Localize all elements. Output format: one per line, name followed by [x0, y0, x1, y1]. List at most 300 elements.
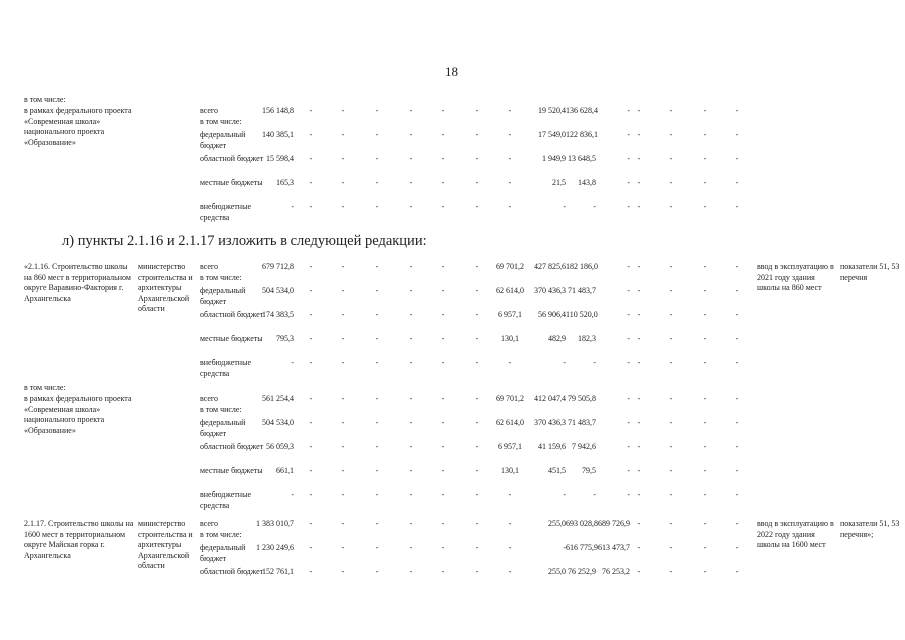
- table-cell: -: [735, 202, 739, 211]
- table-cell: -: [409, 310, 413, 319]
- expected-result: ввод в эксплуатацию в 2021 году здания школы на 860 мест: [757, 262, 834, 292]
- table-cell: -: [735, 334, 739, 343]
- table-cell: -: [375, 130, 379, 139]
- table-row: [0, 394, 905, 418]
- table-cell: -: [563, 358, 566, 367]
- table-cell: -: [309, 442, 313, 451]
- table-cell: -: [627, 202, 630, 211]
- table-cell: -: [309, 334, 313, 343]
- table-cell: -: [593, 202, 596, 211]
- table-cell: -: [291, 358, 294, 367]
- table-row: [0, 178, 905, 202]
- table-cell: -: [441, 334, 445, 343]
- table-cell: -: [669, 543, 673, 552]
- table-cell: -: [309, 418, 313, 427]
- table-cell: -: [475, 154, 479, 163]
- table-cell: 122 836,1: [566, 130, 598, 139]
- table-cell: 255,0: [548, 567, 566, 576]
- table-cell: -: [627, 418, 630, 427]
- table-cell: 427 825,6: [534, 262, 566, 271]
- table-cell: -: [409, 286, 413, 295]
- table-cell: 130,1: [501, 466, 519, 475]
- table-cell: -: [508, 130, 512, 139]
- table-cell: -: [508, 490, 512, 499]
- table-cell: -: [703, 358, 707, 367]
- table-cell: -: [669, 442, 673, 451]
- table-cell: -: [627, 178, 630, 187]
- table-cell: -: [703, 130, 707, 139]
- table-cell: 71 483,7: [568, 418, 596, 427]
- table-cell: -: [475, 178, 479, 187]
- table-cell: -: [475, 358, 479, 367]
- table-cell: -: [341, 394, 345, 403]
- table-cell: -: [341, 262, 345, 271]
- table-cell: 174 383,5: [262, 310, 294, 319]
- table-cell: 370 436,3: [534, 286, 566, 295]
- table-cell: 136 628,4: [566, 106, 598, 115]
- table-cell: -: [735, 262, 739, 271]
- table-row: [0, 418, 905, 442]
- table-cell: -: [703, 519, 707, 528]
- table-cell: 130,1: [501, 334, 519, 343]
- table-cell: -: [309, 567, 313, 576]
- table-cell: -: [735, 178, 739, 187]
- funding-source-label: федеральный бюджет: [200, 286, 246, 306]
- table-cell: -: [593, 490, 596, 499]
- table-cell: 17 549,0: [538, 130, 566, 139]
- table-cell: -: [703, 202, 707, 211]
- table-cell: -: [627, 466, 630, 475]
- table-row: [0, 130, 905, 154]
- funding-source-label: внебюджетные средства: [200, 490, 251, 510]
- table-cell: -: [409, 334, 413, 343]
- table-cell: -: [409, 567, 413, 576]
- funding-source-label: федеральный бюджет: [200, 543, 246, 563]
- block-prefix: в том числе:: [24, 383, 66, 392]
- table-cell: -: [637, 106, 641, 115]
- table-cell: -: [309, 358, 313, 367]
- table-cell: -: [375, 519, 379, 528]
- table-cell: -: [341, 202, 345, 211]
- table-cell: -: [637, 262, 641, 271]
- table-cell: 693 028,8: [566, 519, 598, 528]
- table-cell: 679 712,8: [262, 262, 294, 271]
- funding-source-label: всего в том числе:: [200, 519, 242, 539]
- table-cell: -: [409, 106, 413, 115]
- table-cell: -: [375, 262, 379, 271]
- table-cell: -: [735, 394, 739, 403]
- table-cell: -: [341, 334, 345, 343]
- table-row: [0, 442, 905, 466]
- table-row: [0, 466, 905, 490]
- table-cell: -: [309, 262, 313, 271]
- table-cell: -: [409, 543, 413, 552]
- table-cell: -: [735, 466, 739, 475]
- table-cell: -: [637, 466, 641, 475]
- table-cell: -: [508, 154, 512, 163]
- table-cell: -: [703, 334, 707, 343]
- measure-description: 2.1.17. Строительство школы на 1600 мест в территориальном округе Майская горка г. Архангельска: [24, 519, 134, 560]
- table-cell: -: [637, 519, 641, 528]
- table-cell: 15 598,4: [266, 154, 294, 163]
- table-row: [0, 310, 905, 334]
- table-cell: -: [669, 202, 673, 211]
- table-cell: 56 059,3: [266, 442, 294, 451]
- measure-description: «2.1.16. Строительство школы на 860 мест в территориальном округе Варавино-Фактория г. Архангельска: [24, 262, 131, 303]
- table-row: [0, 543, 905, 567]
- table-cell: -: [409, 202, 413, 211]
- table-cell: -: [669, 154, 673, 163]
- table-cell: -: [309, 543, 313, 552]
- table-cell: 76 252,9: [568, 567, 596, 576]
- table-cell: -: [703, 178, 707, 187]
- funding-source-label: областной бюджет: [200, 567, 264, 576]
- table-cell: 613 473,7: [598, 543, 630, 552]
- table-cell: 6 957,1: [498, 442, 522, 451]
- table-cell: -: [309, 466, 313, 475]
- table-cell: -: [375, 154, 379, 163]
- table-cell: -: [508, 567, 512, 576]
- table-cell: -: [409, 358, 413, 367]
- table-cell: -: [409, 418, 413, 427]
- table-cell: -: [593, 358, 596, 367]
- table-cell: 156 148,8: [262, 106, 294, 115]
- table-cell: -: [309, 130, 313, 139]
- table-cell: -: [669, 310, 673, 319]
- table-cell: -: [637, 490, 641, 499]
- table-cell: -: [703, 466, 707, 475]
- table-cell: 76 253,2: [602, 567, 630, 576]
- table-cell: -: [627, 310, 630, 319]
- table-cell: -: [409, 519, 413, 528]
- table-cell: 79 505,8: [568, 394, 596, 403]
- table-cell: 182 186,0: [566, 262, 598, 271]
- table-cell: -: [441, 490, 445, 499]
- table-cell: -: [637, 130, 641, 139]
- table-cell: -: [669, 418, 673, 427]
- table-cell: -: [375, 418, 379, 427]
- table-cell: -: [669, 519, 673, 528]
- table-cell: -: [703, 418, 707, 427]
- table-cell: -: [508, 519, 512, 528]
- table-cell: -: [291, 490, 294, 499]
- table-cell: -: [508, 178, 512, 187]
- table-cell: -: [291, 202, 294, 211]
- table-cell: -: [475, 519, 479, 528]
- table-cell: 143,8: [578, 178, 596, 187]
- table-cell: -: [637, 442, 641, 451]
- executor-name: министерство строительства и архитектуры Архангельской области: [138, 519, 193, 570]
- executor-name: министерство строительства и архитектуры Архангельской области: [138, 262, 193, 313]
- table-cell: -: [341, 519, 345, 528]
- table-cell: -: [475, 202, 479, 211]
- block-prefix: в том числе:: [24, 95, 66, 104]
- table-cell: -: [409, 130, 413, 139]
- table-cell: -: [309, 106, 313, 115]
- table-cell: 21,5: [552, 178, 566, 187]
- table-cell: -: [409, 490, 413, 499]
- table-cell: -: [441, 519, 445, 528]
- table-cell: 140 385,1: [262, 130, 294, 139]
- table-cell: 62 614,0: [496, 418, 524, 427]
- table-cell: -: [409, 466, 413, 475]
- expected-result: ввод в эксплуатацию в 2022 году здания школы на 1600 мест: [757, 519, 834, 549]
- table-cell: -: [441, 286, 445, 295]
- table-cell: -: [508, 106, 512, 115]
- table-cell: -: [637, 286, 641, 295]
- table-cell: -: [669, 106, 673, 115]
- table-cell: -: [375, 490, 379, 499]
- table-cell: -: [735, 442, 739, 451]
- table-cell: -: [703, 442, 707, 451]
- table-cell: -: [627, 334, 630, 343]
- table-cell: -: [309, 154, 313, 163]
- funding-source-label: местные бюджеты: [200, 178, 263, 187]
- table-cell: -: [441, 543, 445, 552]
- table-cell: -: [309, 286, 313, 295]
- table-row: [0, 567, 905, 591]
- table-row: [0, 262, 905, 286]
- table-cell: -: [627, 442, 630, 451]
- table-cell: 1 949,9: [542, 154, 566, 163]
- table-cell: -: [341, 543, 345, 552]
- table-cell: -: [375, 543, 379, 552]
- section-heading: л) пункты 2.1.16 и 2.1.17 изложить в следующей редакции:: [62, 233, 427, 249]
- table-row: [0, 106, 905, 130]
- indicator-reference: показатели 51, 53 перечня: [840, 262, 900, 282]
- table-cell: -: [309, 394, 313, 403]
- table-cell: 504 534,0: [262, 286, 294, 295]
- table-cell: 110 520,0: [566, 310, 598, 319]
- table-cell: -: [341, 178, 345, 187]
- table-cell: 7 942,6: [572, 442, 596, 451]
- table-cell: -: [441, 202, 445, 211]
- table-cell: -: [375, 310, 379, 319]
- table-cell: -: [341, 442, 345, 451]
- table-cell: -: [735, 418, 739, 427]
- table-cell: 412 047,4: [534, 394, 566, 403]
- table-cell: -: [669, 394, 673, 403]
- table-cell: 69 701,2: [496, 262, 524, 271]
- table-cell: -: [475, 286, 479, 295]
- table-cell: -: [703, 394, 707, 403]
- table-cell: -: [475, 106, 479, 115]
- table-cell: -: [508, 543, 512, 552]
- table-cell: -: [441, 418, 445, 427]
- table-cell: -: [669, 466, 673, 475]
- table-cell: -: [375, 334, 379, 343]
- table-cell: -: [563, 543, 566, 552]
- table-cell: -: [703, 567, 707, 576]
- table-cell: -: [341, 286, 345, 295]
- table-cell: 6 957,1: [498, 310, 522, 319]
- table-cell: -: [341, 418, 345, 427]
- table-cell: 689 726,9: [598, 519, 630, 528]
- table-cell: -: [735, 358, 739, 367]
- table-cell: -: [637, 394, 641, 403]
- table-cell: -: [375, 442, 379, 451]
- table-cell: -: [441, 466, 445, 475]
- table-cell: -: [375, 567, 379, 576]
- table-cell: -: [735, 543, 739, 552]
- table-cell: -: [637, 178, 641, 187]
- table-cell: -: [637, 202, 641, 211]
- table-cell: 370 436,3: [534, 418, 566, 427]
- funding-source-label: областной бюджет: [200, 154, 264, 163]
- table-cell: -: [309, 178, 313, 187]
- table-cell: -: [703, 262, 707, 271]
- table-cell: -: [309, 490, 313, 499]
- table-cell: -: [475, 394, 479, 403]
- table-cell: -: [309, 202, 313, 211]
- measure-description: в рамках федерального проекта «Современная школа» национального проекта «Образование»: [24, 106, 132, 147]
- table-cell: -: [375, 466, 379, 475]
- table-cell: -: [627, 358, 630, 367]
- table-cell: -: [703, 543, 707, 552]
- table-cell: 182,3: [578, 334, 596, 343]
- table-cell: -: [627, 286, 630, 295]
- table-cell: -: [409, 394, 413, 403]
- table-cell: 69 701,2: [496, 394, 524, 403]
- table-cell: -: [627, 154, 630, 163]
- funding-source-label: областной бюджет: [200, 442, 264, 451]
- table-cell: 152 761,1: [262, 567, 294, 576]
- table-row: [0, 202, 905, 226]
- table-cell: -: [669, 567, 673, 576]
- table-cell: -: [735, 567, 739, 576]
- table-cell: 56 906,4: [538, 310, 566, 319]
- table-cell: -: [441, 262, 445, 271]
- table-cell: -: [703, 106, 707, 115]
- table-cell: -: [375, 106, 379, 115]
- table-cell: 661,1: [276, 466, 294, 475]
- table-cell: -: [375, 178, 379, 187]
- table-cell: -: [475, 334, 479, 343]
- table-cell: -: [637, 418, 641, 427]
- table-cell: -: [563, 202, 566, 211]
- table-cell: -: [475, 466, 479, 475]
- funding-source-label: внебюджетные средства: [200, 202, 251, 222]
- table-cell: -: [475, 130, 479, 139]
- table-cell: -: [341, 310, 345, 319]
- funding-source-label: федеральный бюджет: [200, 418, 246, 438]
- table-row: [0, 490, 905, 514]
- table-cell: -: [703, 154, 707, 163]
- table-cell: -: [375, 394, 379, 403]
- table-cell: -: [341, 130, 345, 139]
- table-cell: 616 775,9: [566, 543, 598, 552]
- table-cell: -: [475, 418, 479, 427]
- table-cell: -: [341, 358, 345, 367]
- table-cell: -: [475, 567, 479, 576]
- table-cell: 79,5: [582, 466, 596, 475]
- funding-source-label: местные бюджеты: [200, 466, 263, 475]
- table-cell: -: [441, 106, 445, 115]
- table-cell: -: [703, 310, 707, 319]
- table-cell: 1 230 249,6: [256, 543, 294, 552]
- page-number: 18: [445, 64, 458, 79]
- funding-source-label: федеральный бюджет: [200, 130, 246, 150]
- table-row: [0, 519, 905, 543]
- table-cell: -: [441, 567, 445, 576]
- table-cell: -: [441, 154, 445, 163]
- table-cell: 1 383 010,7: [256, 519, 294, 528]
- table-cell: -: [475, 490, 479, 499]
- funding-source-label: областной бюджет: [200, 310, 264, 319]
- table-cell: -: [627, 130, 630, 139]
- table-cell: -: [703, 286, 707, 295]
- table-cell: -: [637, 310, 641, 319]
- table-cell: -: [669, 262, 673, 271]
- indicator-reference: показатели 51, 53 перечня»;: [840, 519, 900, 539]
- table-cell: -: [669, 178, 673, 187]
- table-cell: -: [669, 334, 673, 343]
- table-cell: -: [475, 543, 479, 552]
- table-cell: -: [735, 154, 739, 163]
- table-cell: -: [637, 358, 641, 367]
- table-cell: -: [341, 567, 345, 576]
- table-cell: -: [669, 130, 673, 139]
- table-cell: -: [637, 567, 641, 576]
- table-cell: -: [703, 490, 707, 499]
- funding-source-label: всего в том числе:: [200, 106, 242, 126]
- table-cell: -: [341, 106, 345, 115]
- table-cell: -: [735, 130, 739, 139]
- table-cell: -: [441, 442, 445, 451]
- table-cell: -: [637, 543, 641, 552]
- table-cell: -: [475, 442, 479, 451]
- table-cell: -: [563, 490, 566, 499]
- table-cell: -: [627, 490, 630, 499]
- table-cell: -: [669, 490, 673, 499]
- table-cell: -: [441, 130, 445, 139]
- table-cell: -: [409, 178, 413, 187]
- table-cell: -: [441, 358, 445, 367]
- table-cell: -: [441, 394, 445, 403]
- table-cell: -: [735, 106, 739, 115]
- table-cell: 165,3: [276, 178, 294, 187]
- funding-source-label: всего в том числе:: [200, 262, 242, 282]
- table-cell: 62 614,0: [496, 286, 524, 295]
- table-cell: 255,0: [548, 519, 566, 528]
- table-cell: -: [409, 262, 413, 271]
- table-cell: -: [627, 106, 630, 115]
- table-cell: 13 648,5: [568, 154, 596, 163]
- table-cell: -: [669, 286, 673, 295]
- table-cell: -: [409, 442, 413, 451]
- table-cell: 795,3: [276, 334, 294, 343]
- table-cell: -: [637, 154, 641, 163]
- table-cell: -: [341, 490, 345, 499]
- table-cell: -: [627, 394, 630, 403]
- table-cell: -: [441, 310, 445, 319]
- table-cell: -: [441, 178, 445, 187]
- table-row: [0, 334, 905, 358]
- table-row: [0, 286, 905, 310]
- table-cell: -: [341, 154, 345, 163]
- table-cell: 41 159,6: [538, 442, 566, 451]
- table-row: [0, 358, 905, 382]
- table-cell: -: [627, 262, 630, 271]
- table-cell: 71 483,7: [568, 286, 596, 295]
- table-cell: -: [309, 310, 313, 319]
- funding-source-label: внебюджетные средства: [200, 358, 251, 378]
- table-cell: -: [475, 310, 479, 319]
- table-cell: 482,9: [548, 334, 566, 343]
- table-cell: -: [375, 358, 379, 367]
- table-cell: -: [735, 286, 739, 295]
- table-cell: -: [309, 519, 313, 528]
